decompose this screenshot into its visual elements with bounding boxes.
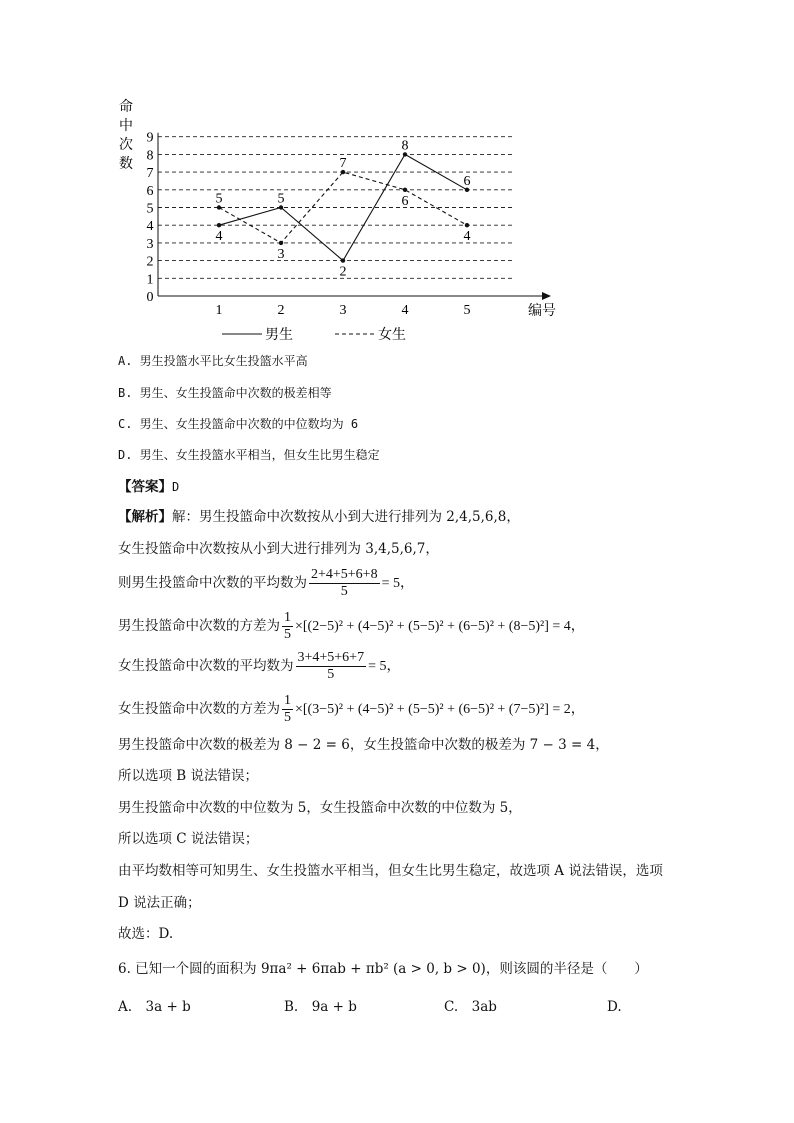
y-tick-label: 8 <box>146 148 154 164</box>
q6-option-a: A. 3a + b <box>118 999 191 1015</box>
q6-option-c: C. 3ab <box>444 999 497 1015</box>
option-b: B. 男生、女生投篮命中次数的极差相等 <box>118 386 332 400</box>
y-tick-label: 9 <box>146 130 154 146</box>
x-axis-label: 编号 <box>528 303 556 319</box>
analysis-line-3: 则男生投篮命中次数的平均数为 $\frac{2+4+5+6+8}{5}$ = 5， <box>118 567 414 599</box>
y-tick-label: 2 <box>146 254 154 270</box>
analysis-label: 【解析】 <box>118 509 172 525</box>
answer-line <box>118 478 179 496</box>
x-axis-arrow <box>542 292 551 300</box>
answer-label: 【答案】 <box>118 479 172 495</box>
y-tick-label: 4 <box>146 219 154 235</box>
line-chart <box>110 95 570 350</box>
analysis-line-1 <box>118 508 520 526</box>
legend-female-label: 女生 <box>378 327 406 343</box>
data-label: 5 <box>277 191 285 207</box>
analysis-line-11: 由平均数相等可知男生、女生投篮水平相当，但女生比男生稳定，故选项 A 说法错误，选项 <box>118 863 663 879</box>
x-tick-label: 4 <box>401 303 409 318</box>
y-tick-label: 0 <box>146 290 154 305</box>
q6-option-b: B. 9a + b <box>284 999 357 1015</box>
legend-male-label: 男生 <box>265 327 293 343</box>
female-series-point <box>403 188 407 192</box>
y-tick-label: 3 <box>146 236 154 252</box>
chart-series <box>216 138 471 279</box>
analysis-line-6: 女生投篮命中次数的方差为 $\frac{1}{5}$ ×[(3−5)² + (4−5)² + (5−5)² + (6−5)² + (7−5)²] = 2， <box>118 693 585 725</box>
y-tick-label: 6 <box>146 183 154 199</box>
male-series-point <box>217 223 221 227</box>
data-label: 6 <box>401 193 409 209</box>
y-axis-label-char: 次 <box>119 137 133 153</box>
y-tick-label: 5 <box>146 201 154 217</box>
data-label: 2 <box>339 264 347 280</box>
question-6-stem: 6. 已知一个圆的面积为 9πa² + 6πab + πb² (a > 0, b > 0)，则该圆的半径是（ ） <box>118 961 648 977</box>
analysis-l1: 解：男生投篮命中次数按从小到大进行排列为 2,4,5,6,8， <box>172 509 520 525</box>
analysis-line-7: 男生投篮命中次数的极差为 8 − 2 = 6，女生投篮命中次数的极差为 7 − 3 = 4， <box>118 737 609 753</box>
y-axis-label-char: 命 <box>119 99 133 115</box>
chart-axes <box>119 99 556 319</box>
data-label: 4 <box>463 229 471 245</box>
answer-value: D <box>172 480 180 494</box>
y-tick-label: 1 <box>146 272 154 288</box>
analysis-line-13: 故选：D. <box>118 926 174 942</box>
female-series-point <box>465 223 469 227</box>
option-d: D. 男生、女生投篮水平相当，但女生比男生稳定 <box>118 448 380 462</box>
data-label: 6 <box>463 173 471 189</box>
data-label: 7 <box>339 156 347 172</box>
analysis-line-5: 女生投篮命中次数的平均数为 $\frac{3+4+5+6+7}{5}$ = 5， <box>118 650 401 682</box>
data-label: 5 <box>215 191 223 207</box>
data-label: 8 <box>401 138 409 154</box>
y-tick-label: 7 <box>146 166 154 182</box>
option-c: C. 男生、女生投篮命中次数的中位数均为 6 <box>118 417 359 431</box>
analysis-line-8: 所以选项 B 说法错误； <box>118 768 259 784</box>
female-series-point <box>279 241 283 245</box>
option-a: A. 男生投篮水平比女生投篮水平高 <box>118 354 308 368</box>
analysis-line-10: 所以选项 C 说法错误； <box>118 831 259 847</box>
x-tick-label: 1 <box>215 303 223 318</box>
x-tick-label: 2 <box>277 303 285 318</box>
y-axis-label-char: 中 <box>119 118 133 134</box>
analysis-line-4: 男生投篮命中次数的方差为 $\frac{1}{5}$ ×[(2−5)² + (4−5)² + (5−5)² + (6−5)² + (8−5)²] = 4， <box>118 610 585 642</box>
chart-grid <box>158 137 515 279</box>
data-label: 4 <box>215 229 223 245</box>
analysis-line-9: 男生投篮命中次数的中位数为 5，女生投篮命中次数的中位数为 5， <box>118 800 522 816</box>
x-tick-label: 5 <box>463 303 471 318</box>
data-label: 3 <box>277 246 285 262</box>
y-axis-label-char: 数 <box>119 156 133 172</box>
male-series-point <box>341 258 345 262</box>
x-tick-label: 3 <box>339 303 347 318</box>
chart-legend <box>222 326 406 343</box>
analysis-line-12: D 说法正确； <box>118 895 201 911</box>
q6-option-d: D. <box>607 999 622 1015</box>
analysis-line-2: 女生投篮命中次数按从小到大进行排列为 3,4,5,6,7， <box>118 541 439 557</box>
